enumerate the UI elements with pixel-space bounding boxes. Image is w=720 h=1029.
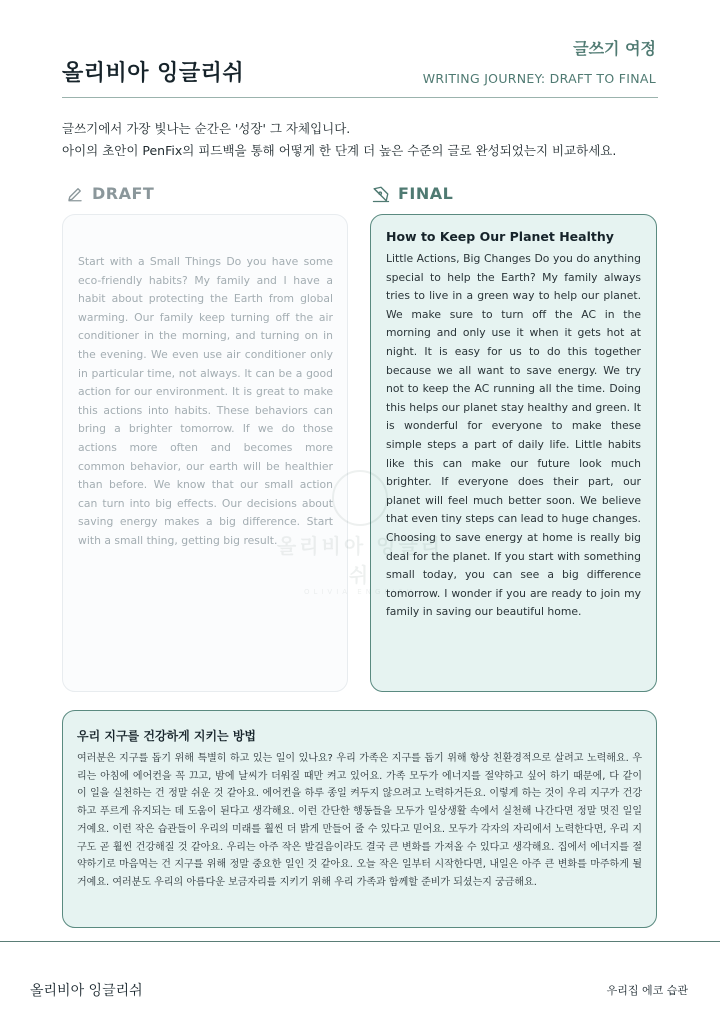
final-title: How to Keep Our Planet Healthy [386,229,614,244]
korean-translation-card [62,710,657,928]
footer-brand: 올리비아 잉글리쉬 [30,983,143,999]
intro-line-1: 글쓰기에서 가장 빛나는 순간은 '성장' 그 자체입니다. [62,121,351,136]
intro-text [62,118,662,162]
header-right [423,36,656,86]
korean-title: 우리 지구를 건강하게 지키는 방법 [77,729,257,743]
korean-text: 여러분은 지구를 돕기 위해 특별히 하고 있는 일이 있나요? 우리 가족은 지구를 돕기 위해 항상 친환경적으로 살려고 노력해요. 우리는 아침에 에어컨을 꼭 끄고, 밤에 날씨가 더워질 때만 켜고 있어요. 가족 모두가 에너지를 절약하고 싶어 하기 때문에, 다 같이 이 일을 실천하는 건 정말 쉬운 것 같아요. 에어컨을 하루 종일 켜두지 않으려고 노력하거든요. 이렇게 하는 것이 우리 지구가 건강하고 푸르게 유지되는 데 도움이 된다고 생각해요. 이런 간단한 행동들을 모두가 일상생활 속에서 실천해 나간다면 정말 멋진 일일 거예요. 이런 작은 습관들이 우리의 미래를 훨씬 더 밝게 만들어 줄 수 있다고 믿어요. 모두가 각자의 자리에서 노력한다면, 우리 지구도 곧 훨씬 건강해질 것 같아요. 우리는 아주 작은 발걸음이라도 결국 큰 변화를 가져올 수 있다고 생각해요. 집에서 에너지를 절약하기로 마음먹는 건 지구를 위해 정말 중요한 일인 것 같아요. 오늘 작은 일부터 시작한다면, 내일은 아주 큰 변화를 마주하게 될 거예요. 여러분도 우리의 아름다운 보금자리를 지키기 위해 우리 가족과 함께할 준비가 되셨는지 궁금해요. [77,753,642,888]
watermark-text: 올리비아 잉글리쉬 [276,534,444,587]
pencil-icon [66,185,84,203]
draft-text: Start with a Small Things Do you have some eco-friendly habits? My family and I have a habit about protecting the Earth from global warming. Our family keep turning off the air conditioner in the morning, and turning on in the evening. We even use air conditioner only in particular time, not always. It can be a good action for our environment. It is great to make this actions into habits. These behaviors can bring a brighter tomorrow. If we do those actions more often and becomes more common behavior, our earth will be healthier than before. We know that our small action can turn into big effects. Our decisions about saving energy makes a big difference. Start with a small thing, getting big result. [78,255,333,547]
watermark-subtext: OLIVIA ENGLISH [303,588,417,596]
final-card [370,214,657,692]
footer-divider [0,941,720,942]
final-label-text: FINAL [398,184,454,203]
final-label [372,184,453,203]
brand-title: 올리비아 잉글리쉬 [62,61,245,86]
pen-nib-icon [372,185,390,203]
intro-line-2: 아이의 초안이 PenFix의 피드백을 통해 어떻게 한 단계 더 높은 수준의 글로 완성되었는지 비교하세요. [62,143,617,158]
draft-label [66,184,154,203]
draft-label-text: DRAFT [92,184,155,203]
final-text: Little Actions, Big Changes Do you do anything special to help the Earth? My family always tries to live in a green way to help our planet. We make sure to turn off the AC in the morning and only use it when it gets hot at night. It is easy for us to do this together because we all want to save energy. We try not to keep the AC running all the time. Doing this helps our planet stay healthy and green. It is wonderful for everyone to make these simple steps a part of daily life. Little habits like this can make our future look much brighter. If everyone does their part, our planet will feel much better soon. We believe that even tiny steps can lead to huge changes. Choosing to save energy at home is really big deal for the planet. If you start with something small today, you can see a big difference tomorrow. I wonder if you are ready to join my family in saving our beautiful home. [386,252,641,619]
page-subtitle: WRITING JOURNEY: DRAFT TO FINAL [422,71,656,86]
page-title: 글쓰기 여정 [573,39,656,58]
header-divider [62,97,658,98]
footer-caption: 우리집 에코 습관 [606,984,688,997]
draft-card [62,214,348,692]
